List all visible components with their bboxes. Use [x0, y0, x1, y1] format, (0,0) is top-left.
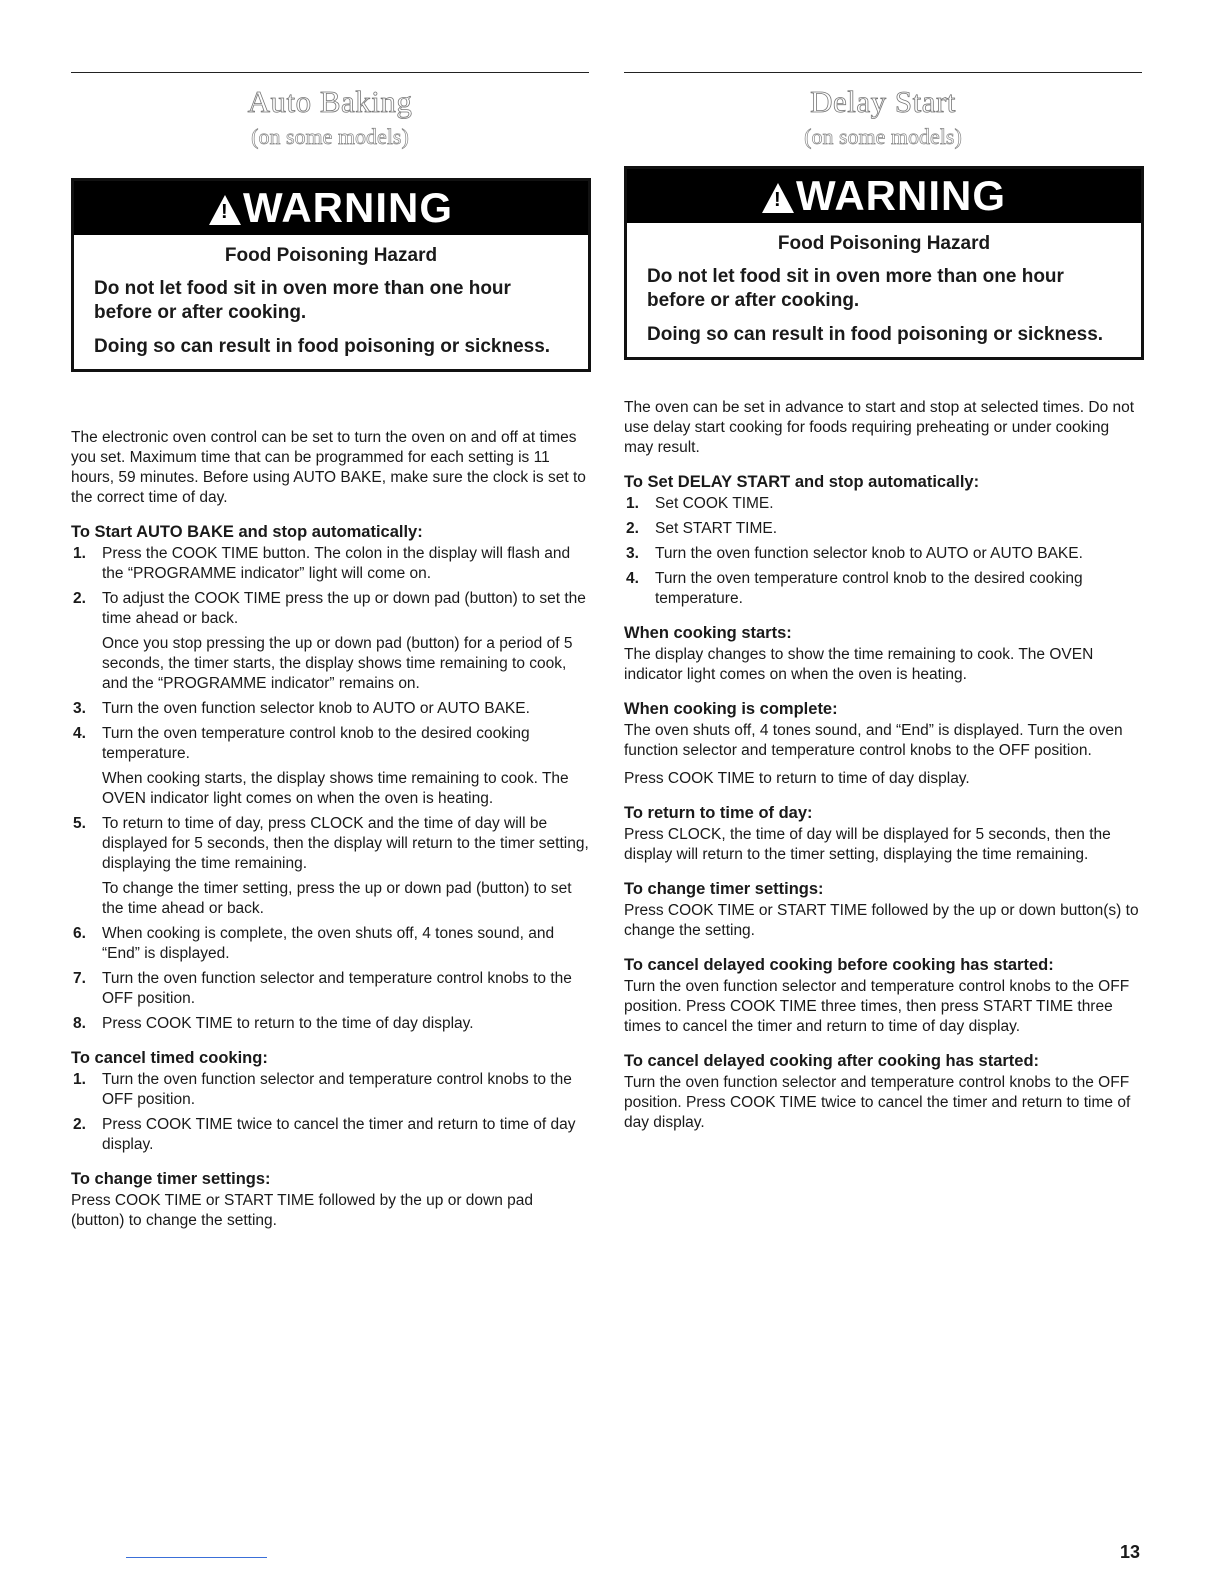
- step-text: Press COOK TIME to return to the time of day display.: [102, 1015, 474, 1032]
- page-number: 13: [1120, 1542, 1141, 1562]
- step-number: 1.: [73, 1071, 86, 1088]
- step-text: Turn the oven function selector knob to AUTO or AUTO BAKE.: [102, 700, 530, 717]
- warning-hazard: Food Poisoning Hazard: [777, 233, 991, 254]
- change-paragraph: Press COOK TIME or START TIME followed by the up or down pad (button) to change the setting.: [71, 1192, 534, 1229]
- step-number: 1.: [73, 545, 86, 562]
- complete-paragraph: The oven shuts off, 4 tones sound, and “End” is displayed. Turn the oven function selector and temperature control knobs to the OFF position.: [624, 722, 1123, 759]
- list-item: [71, 544, 589, 584]
- auto-baking-body: [71, 428, 589, 1239]
- warning-label: WARNING: [243, 184, 453, 231]
- list-item: [624, 519, 1142, 539]
- warning-line-1: Do not let food sit in oven more than one hour before or after cooking.: [647, 266, 1064, 311]
- cancel-after-heading: To cancel delayed cooking after cooking has started:: [624, 1052, 1040, 1070]
- set-steps: [624, 494, 1142, 609]
- step-text: Turn the oven temperature control knob to the desired cooking temperature.: [102, 725, 530, 762]
- section-title: Delay Start: [810, 84, 956, 119]
- start-heading: To Start AUTO BAKE and stop automatically:: [71, 523, 423, 541]
- intro-paragraph: The oven can be set in advance to start and stop at selected times. Do not use delay start cooking for foods requiring preheating or under cooking may result.: [624, 399, 1135, 456]
- warning-triangle-icon: [762, 183, 794, 213]
- step-text: To adjust the COOK TIME press the up or down pad (button) to set the time ahead or back.: [102, 590, 586, 627]
- cancel-before-paragraph: Turn the oven function selector and temperature control knobs to the OFF position. Press COOK TIME three times, then press START TIME three times to cancel the timer and return to time of day display.: [624, 978, 1130, 1035]
- cancel-heading: To cancel timed cooking:: [71, 1049, 268, 1067]
- step-text: Turn the oven temperature control knob to the desired cooking temperature.: [655, 570, 1083, 607]
- step-text: Turn the oven function selector knob to AUTO or AUTO BAKE.: [655, 545, 1083, 562]
- step-text: When cooking is complete, the oven shuts off, 4 tones sound, and “End” is displayed.: [102, 925, 555, 962]
- list-item: [71, 1070, 589, 1110]
- warning-box: [71, 178, 591, 372]
- step-number: 4.: [73, 725, 86, 742]
- step-text: Turn the oven function selector and temperature control knobs to the OFF position.: [102, 1071, 572, 1108]
- list-item: [624, 494, 1142, 514]
- complete-heading: When cooking is complete:: [624, 700, 838, 718]
- warning-box: [624, 166, 1144, 360]
- return-paragraph: Press CLOCK, the time of day will be displayed for 5 seconds, then the display will return to the timer setting, displaying the time remaining.: [624, 826, 1111, 863]
- step-number: 7.: [73, 970, 86, 987]
- section-rule: [624, 72, 1142, 73]
- change-heading: To change timer settings:: [624, 880, 824, 898]
- step-subtext: When cooking starts, the display shows time remaining to cook. The OVEN indicator light comes on when the oven is heating.: [102, 770, 569, 807]
- warning-line-1: Do not let food sit in oven more than one hour before or after cooking.: [94, 278, 511, 323]
- starts-heading: When cooking starts:: [624, 624, 792, 642]
- step-text: Set COOK TIME.: [655, 495, 774, 512]
- complete-paragraph-2: Press COOK TIME to return to time of day display.: [624, 770, 970, 787]
- step-number: 4.: [626, 570, 639, 587]
- step-text: To return to time of day, press CLOCK and the time of day will be displayed for 5 seconds, then the display will return to the timer setting, displaying the time remaining.: [102, 815, 589, 872]
- step-text: Turn the oven function selector and temperature control knobs to the OFF position.: [102, 970, 572, 1007]
- step-text: Set START TIME.: [655, 520, 778, 537]
- section-title: Auto Baking: [247, 84, 413, 119]
- cancel-before-heading: To cancel delayed cooking before cooking has started:: [624, 956, 1054, 974]
- step-number: 3.: [626, 545, 639, 562]
- set-heading: To Set DELAY START and stop automatically:: [624, 473, 980, 491]
- step-number: 2.: [73, 1116, 86, 1133]
- delay-start-body: [624, 398, 1142, 1141]
- starts-paragraph: The display changes to show the time remaining to cook. The OVEN indicator light comes on when the oven is heating.: [624, 646, 1094, 683]
- warning-label: WARNING: [796, 172, 1006, 219]
- step-number: 5.: [73, 815, 86, 832]
- section-subtitle: (on some models): [251, 124, 409, 149]
- intro-paragraph: The electronic oven control can be set to turn the oven on and off at times you set. Maximum time that can be programmed for each setting is 11 hours, 59 minutes. Before using AUTO BAKE, make sure the clock is set to the correct time of day.: [71, 429, 586, 506]
- step-text: Press COOK TIME twice to cancel the timer and return to time of day display.: [102, 1116, 576, 1153]
- list-item: [624, 544, 1142, 564]
- step-number: 2.: [73, 590, 86, 607]
- step-number: 6.: [73, 925, 86, 942]
- warning-triangle-icon: [209, 195, 241, 225]
- warning-line-2: Doing so can result in food poisoning or sickness.: [647, 324, 1104, 345]
- step-number: 1.: [626, 495, 639, 512]
- step-number: 2.: [626, 520, 639, 537]
- start-steps: [71, 544, 589, 1034]
- step-number: 8.: [73, 1015, 86, 1032]
- list-item: [71, 1014, 589, 1034]
- list-item: [71, 924, 589, 964]
- section-rule: [71, 72, 589, 73]
- step-number: 3.: [73, 700, 86, 717]
- warning-hazard: Food Poisoning Hazard: [224, 245, 438, 266]
- list-item: [624, 569, 1142, 609]
- list-item: [71, 969, 589, 1009]
- warning-header: [627, 169, 1141, 223]
- list-item: [71, 814, 589, 919]
- step-subtext: To change the timer setting, press the up or down pad (button) to set the time ahead or back.: [102, 880, 572, 917]
- list-item: [71, 589, 589, 694]
- list-item: [71, 699, 589, 719]
- cancel-after-paragraph: Turn the oven function selector and temperature control knobs to the OFF position. Press COOK TIME twice to cancel the timer and return to time of day display.: [624, 1074, 1131, 1131]
- change-paragraph: Press COOK TIME or START TIME followed by the up or down button(s) to change the setting.: [624, 902, 1139, 939]
- step-text: Press the COOK TIME button. The colon in the display will flash and the “PROGRAMME indicator” light will come on.: [102, 545, 571, 582]
- step-subtext: Once you stop pressing the up or down pad (button) for a period of 5 seconds, the timer starts, the display shows time remaining to cook, and the “PROGRAMME indicator” remains on.: [102, 635, 573, 692]
- cancel-steps: [71, 1070, 589, 1155]
- section-subtitle: (on some models): [804, 124, 962, 149]
- list-item: [71, 724, 589, 809]
- change-heading: To change timer settings:: [71, 1170, 271, 1188]
- list-item: [71, 1115, 589, 1155]
- return-heading: To return to time of day:: [624, 804, 813, 822]
- warning-line-2: Doing so can result in food poisoning or sickness.: [94, 336, 551, 357]
- warning-header: [74, 181, 588, 235]
- footer-rule: [126, 1557, 267, 1558]
